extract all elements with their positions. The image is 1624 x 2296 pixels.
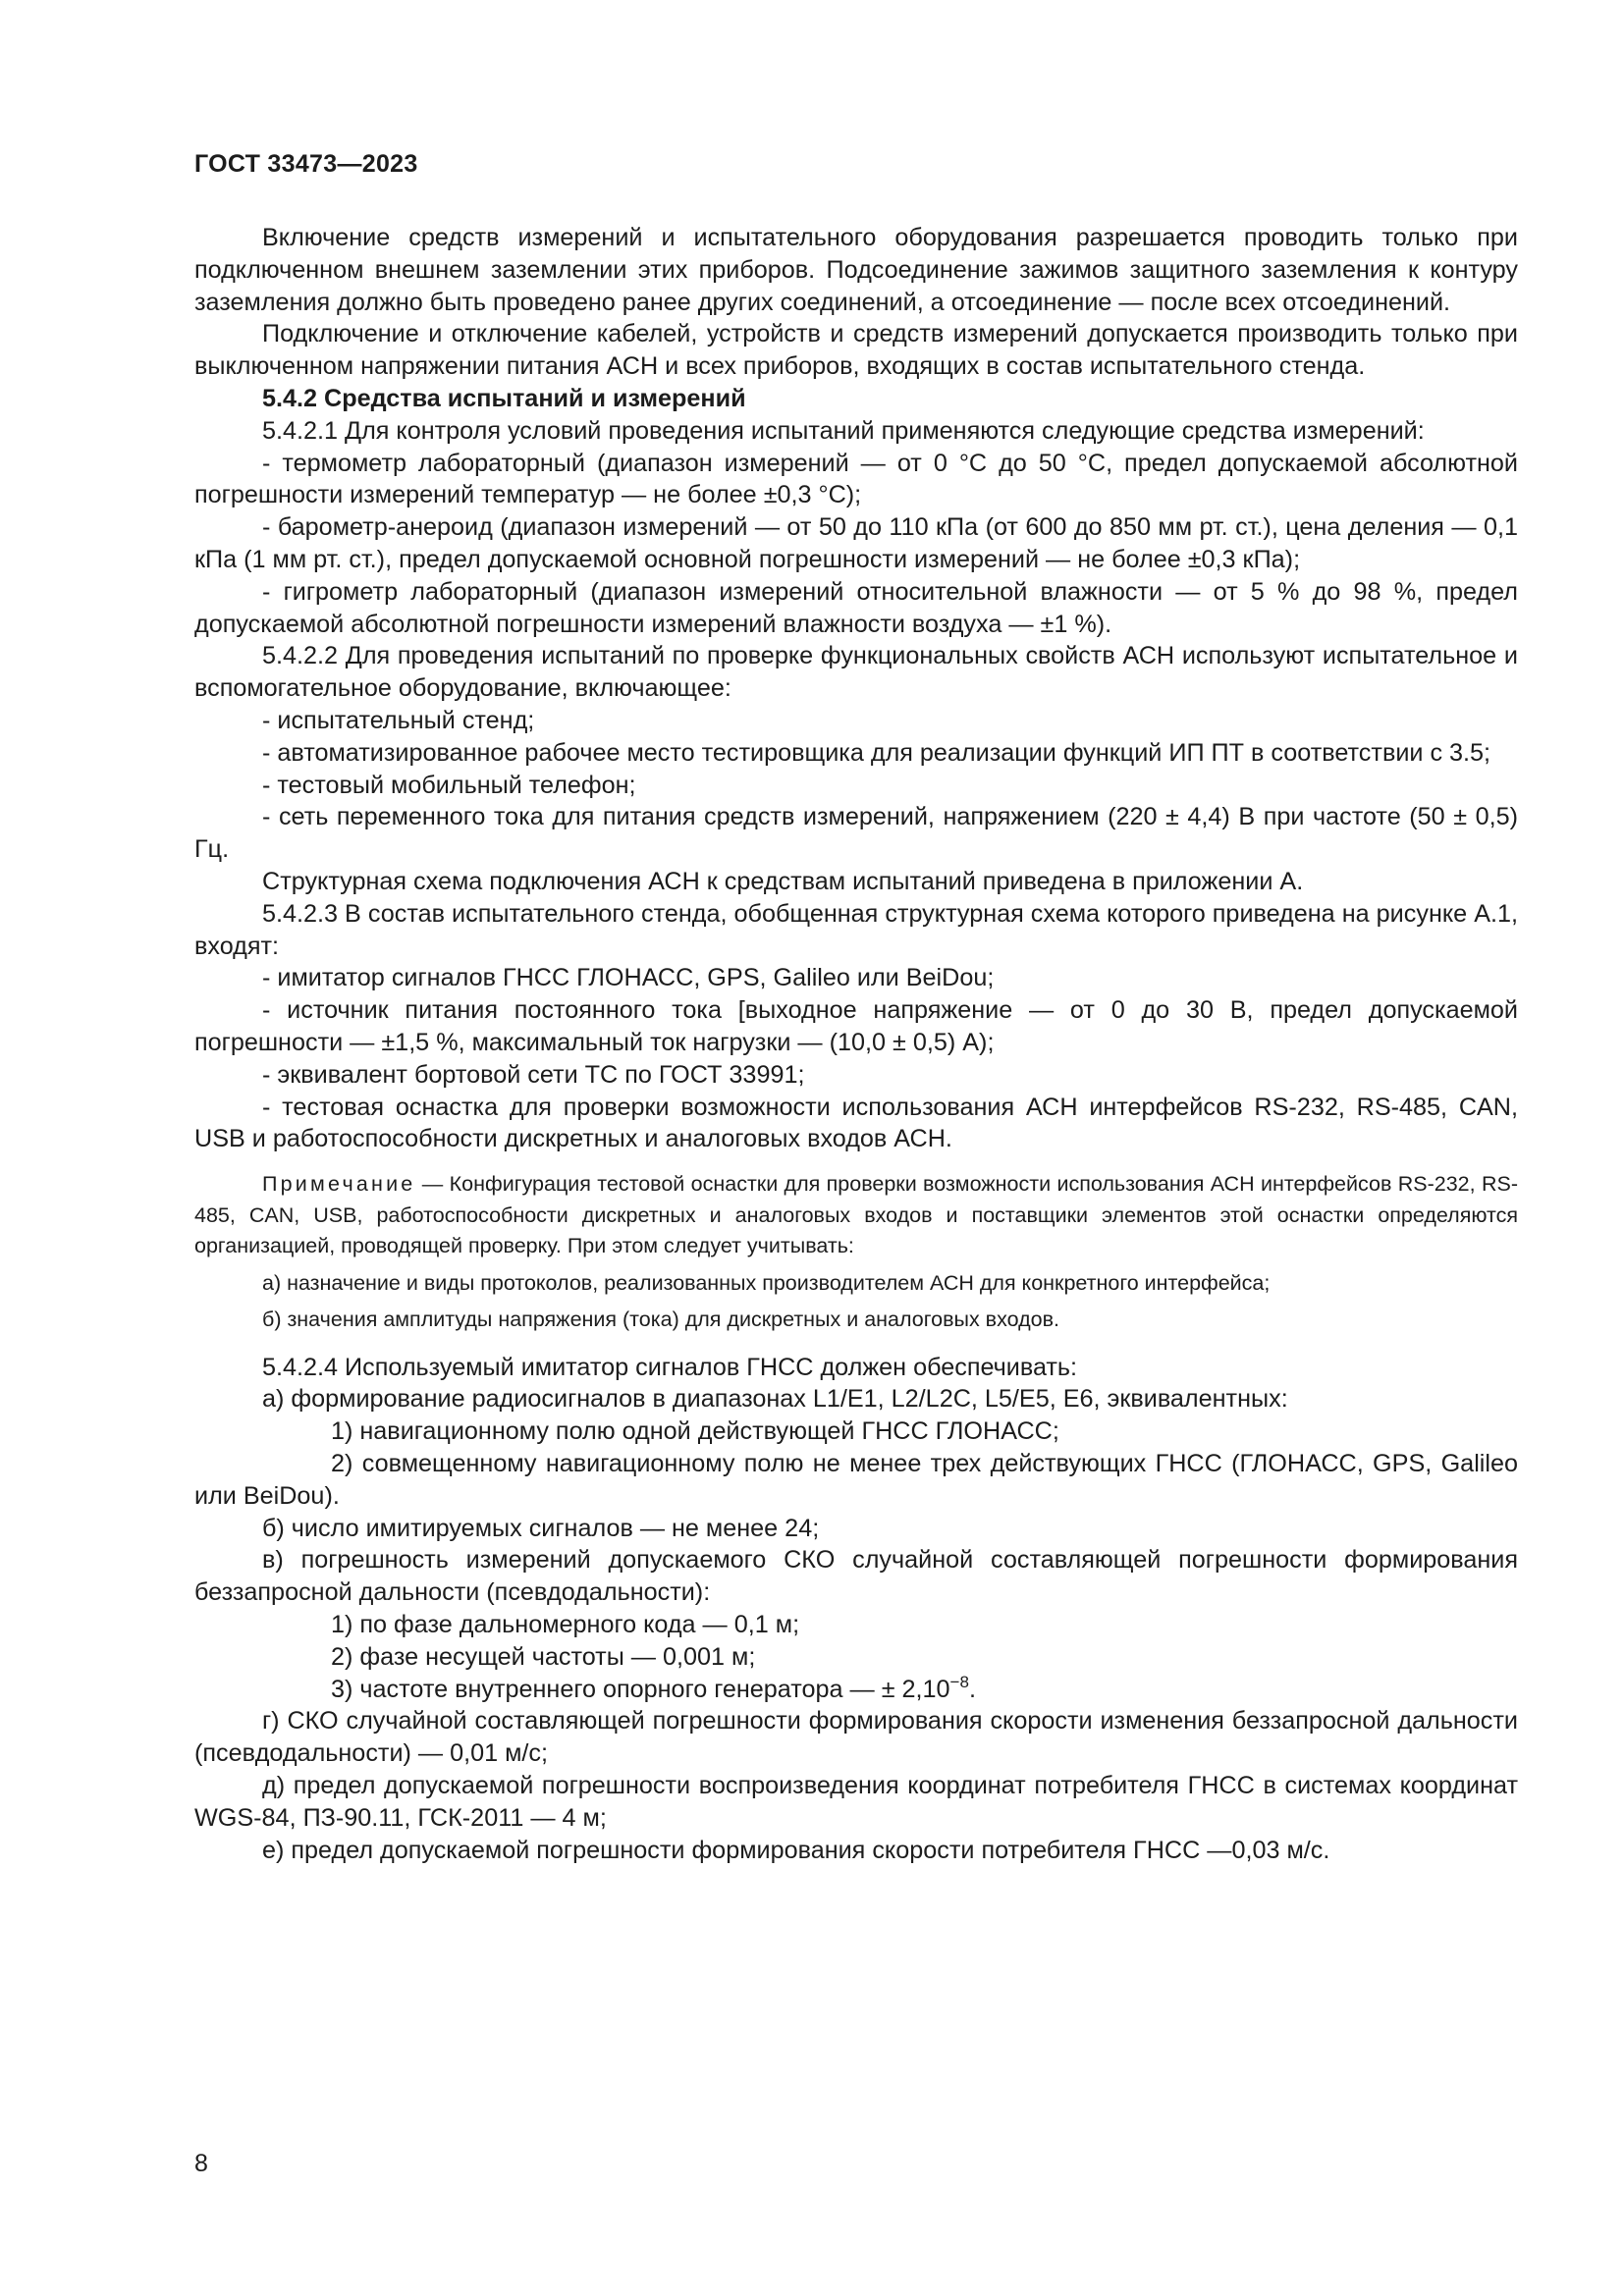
note-item-b: б) значения амплитуды напряжения (тока) для дискретных и аналоговых входов. [262,1308,1059,1332]
clause-5-4-2-3: 5.4.2.3 В состав испытательного стенда, обобщенная структурная схема которого приведена на рисунке А.1, входят: [194,899,1518,960]
requirement-e: е) предел допускаемой погрешности формирования скорости потребителя ГНСС —0,03 м/с. [262,1836,1330,1864]
paragraph-structure-diagram: Структурная схема подключения АСН к средствам испытаний приведена в приложении А. [262,867,1304,895]
note-block [194,1169,1518,1336]
requirement-v-3-end: . [968,1675,976,1703]
requirement-v-3-text: 3) частоте внутреннего опорного генератора — ± 2,10 [331,1675,950,1703]
requirement-v-3 [194,1674,1518,1706]
document-code-header: ГОСТ 33473—2023 [194,150,418,178]
paragraph-grounding-on: Включение средств измерений и испытательного оборудования разрешается проводить только при подключенном внешнем заземлении этих приборов. Подсоединение зажимов защитного заземления к контуру заземления должно быть проведено ранее других соединений, а отсоединение — после всех отсоединений. [194,224,1518,316]
page-number: 8 [194,2150,208,2177]
requirement-v-1: 1) по фазе дальномерного кода — 0,1 м; [331,1610,800,1638]
note-item-a: а) назначение и виды протоколов, реализованных производителем АСН для конкретного интерфейса; [262,1270,1271,1295]
list-item-test-stand: - испытательный стенд; [262,706,535,734]
list-item-ac-mains: - сеть переменного тока для питания средств измерений, напряжением (220 ± 4,4) В при частоте (50 ± 0,5) Гц. [194,803,1518,864]
clause-5-4-2-2: 5.4.2.2 Для проведения испытаний по проверке функциональных свойств АСН используют испытательное и вспомогательное оборудование, включающее: [194,642,1518,703]
requirement-a: а) формирование радиосигналов в диапазонах L1/E1, L2/L2C, L5/E5, E6, эквивалентных: [262,1385,1288,1414]
clause-5-4-2-1: 5.4.2.1 Для контроля условий проведения испытаний применяются следующие средства измерений: [262,416,1425,445]
paragraph-cable-connection: Подключение и отключение кабелей, устройств и средств измерений допускается производить только при выключенном напряжении питания АСН и всех приборов, входящих в состав испытательного стенда. [194,320,1518,381]
list-item-test-fixture: - тестовая оснастка для проверки возможности использования АСН интерфейсов RS-232, RS-485, CAN, USB и работоспособности дискретных и аналоговых входов АСН. [194,1093,1518,1153]
note-text: — Конфигурация тестовой оснастки для проверки возможности использования АСН интерфейсов RS-232, RS-485, CAN, USB, работоспособности дискретных и аналоговых входов и поставщики элементов этой оснастки определяются организацией, проводящей проверку. При этом следует учитывать: [194,1172,1518,1258]
requirement-v: в) погрешность измерений допускаемого СКО случайной составляющей погрешности формирования беззапросной дальности (псевдодальности): [194,1546,1518,1607]
requirement-g: г) СКО случайной составляющей погрешности формирования скорости изменения беззапросной дальности (псевдодальности) — 0,01 м/с; [194,1707,1518,1768]
list-item-barometer: - барометр-анероид (диапазон измерений — от 50 до 110 кПа (от 600 до 850 мм рт. ст.), цена деления — 0,1 кПа (1 мм рт. ст.), предел допускаемой основной погрешности измерений — не более ±0,3 кПа); [194,513,1518,573]
requirement-d: д) предел допускаемой погрешности воспроизведения координат потребителя ГНСС в системах координат WGS-84, ПЗ-90.11, ГСК-2011 — 4 м; [194,1771,1518,1832]
list-item-power-supply: - источник питания постоянного тока [выходное напряжение — от 0 до 30 В, предел допускаемой погрешности — ±1,5 %, максимальный ток нагрузки — (10,0 ± 0,5) А); [194,996,1518,1056]
list-item-onboard-equivalent: - эквивалент бортовой сети ТС по ГОСТ 33991; [262,1060,805,1089]
requirement-v-3-exponent: −8 [949,1672,969,1691]
list-item-thermometer: - термометр лабораторный (диапазон измерений — от 0 °С до 50 °С, предел допускаемой абсолютной погрешности измерений температур — не более ±0,3 °С); [194,449,1518,509]
requirement-v-2: 2) фазе несущей частоты — 0,001 м; [331,1642,756,1671]
list-item-gnss-simulator: - имитатор сигналов ГНСС ГЛОНАСС, GPS, Galileo или BeiDou; [262,964,995,992]
clause-5-4-2-4: 5.4.2.4 Используемый имитатор сигналов ГНСС должен обеспечивать: [262,1353,1078,1381]
list-item-mobile-phone: - тестовый мобильный телефон; [262,771,636,799]
list-item-workstation: - автоматизированное рабочее место тестировщика для реализации функций ИП ПТ в соответствии с 3.5; [262,738,1491,767]
section-heading-5-4-2: 5.4.2 Средства испытаний и измерений [262,384,746,412]
requirement-b: б) число имитируемых сигналов — не менее 24; [262,1514,820,1542]
requirement-a-1: 1) навигационному полю одной действующей ГНСС ГЛОНАСС; [331,1417,1059,1446]
requirement-a-2: 2) совмещенному навигационному полю не менее трех действующих ГНСС (ГЛОНАСС, GPS, Galileo или BeiDou). [194,1450,1518,1510]
list-item-hygrometer: - гигрометр лабораторный (диапазон измерений относительной влажности — от 5 % до 98 %, предел допускаемой абсолютной погрешности измерений влажности воздуха — ±1 %). [194,577,1518,638]
note-label: Примечание [262,1172,416,1197]
note-paragraph [194,1169,1518,1262]
document-page [194,149,1518,1866]
